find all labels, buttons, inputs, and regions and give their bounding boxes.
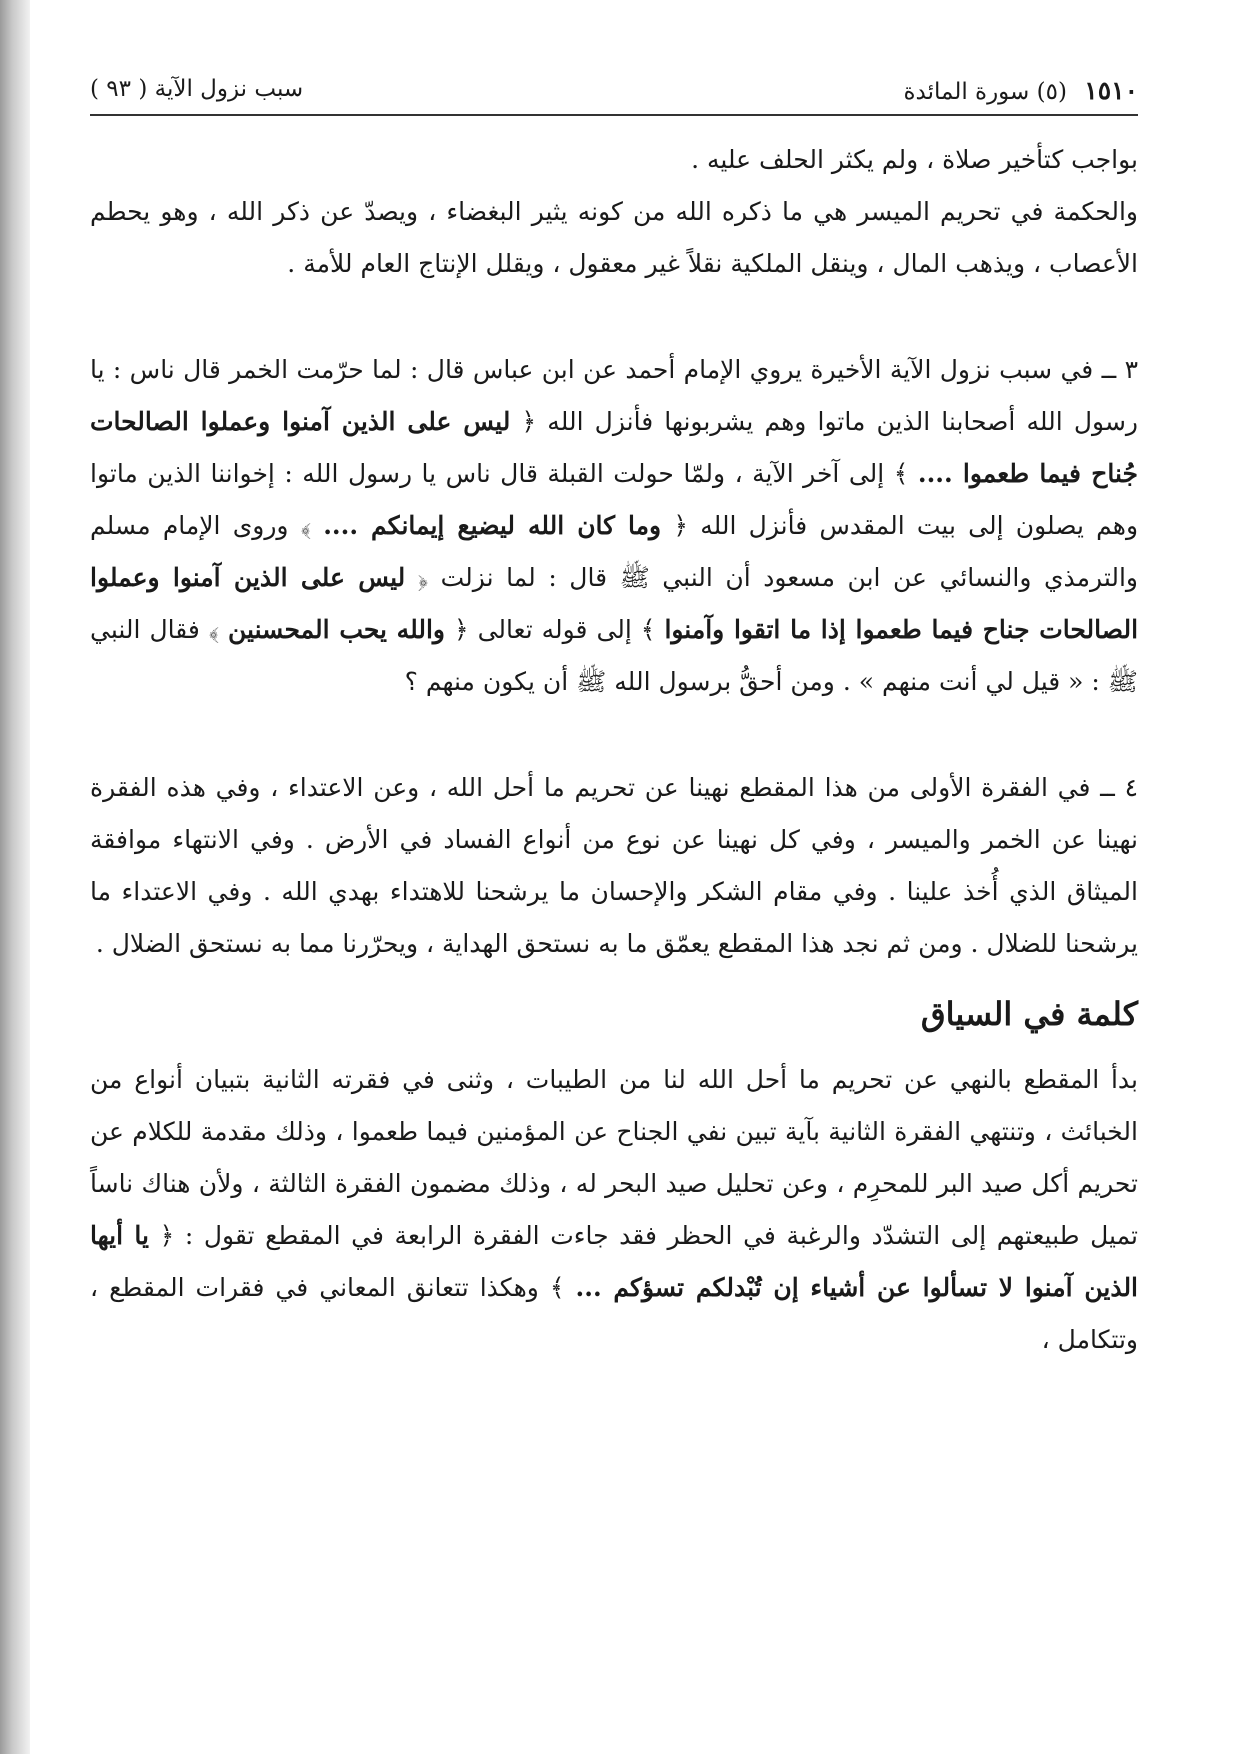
- surah-title: (٥) سورة المائدة: [903, 79, 1067, 105]
- body-text: [90, 134, 1138, 1366]
- scan-shadow-edge: [0, 0, 30, 1754]
- p3-text-e: ﴾ وروى الإمام مسلم والترمذي والنسائي عن ابن مسعود أن النبي ﷺ قال : لما نزلت ﴿: [90, 511, 1138, 592]
- p5-text-a: بدأ المقطع بالنهي عن تحريم ما أحل الله لنا من الطيبات ، وثنى في فقرته الثانية بتبيان أنواع من الخبائث ، وتنتهي الفقرة الثانية بآية تبين نفي الجناح عن المؤمنين فيما طعموا ، وذلك مقدمة للكلام عن تحريم أكل صيد البر للمحرِم ، وعن تحليل صيد البحر له ، وذلك مضمون الفقرة الثالثة ، ولأن هناك ناساً تميل طبيعتهم إلى التشدّد والرغبة في الحظر فقد جاءت الفقرة الرابعة في المقطع تقول : ﴿: [90, 1065, 1138, 1250]
- p5-text-c: ﴾ وهكذا تتعانق المعاني في فقرات المقطع ، وتتكامل ،: [90, 1273, 1138, 1354]
- p3-quran-4: والله يحب المحسنين: [228, 615, 445, 644]
- topic-title: سبب نزول الآية ( ٩٣ ): [90, 76, 304, 102]
- p3-text-a: ٣ ــ في سبب نزول الآية الأخيرة يروي الإمام أحمد عن ابن عباس قال : لما حرّمت الخمر قال ناس : يا رسول الله أصحابنا الذين ماتوا وهم يشربونها فأنزل الله ﴿: [90, 355, 1138, 436]
- p5-quran-1: يا أيها الذين آمنوا لا تسألوا عن أشياء إن تُبْدلكم تسؤكم ...: [90, 1221, 1139, 1302]
- p3-quran-3: ليس على الذين آمنوا وعملوا الصالحات جناح فيما طعموا إذا ما اتقوا وآمنوا: [90, 563, 1139, 644]
- paragraph-3: [90, 344, 1138, 708]
- header-right: [903, 76, 1138, 105]
- p3-text-g: ﴾ إلى قوله تعالى ﴿: [453, 615, 656, 644]
- section-heading: كلمة في السياق: [920, 995, 1138, 1033]
- p3-quran-2: وما كان الله ليضيع إيمانكم ....: [323, 511, 662, 540]
- page-number: ١٥١٠: [1084, 76, 1138, 105]
- paragraph-5: [90, 1054, 1138, 1366]
- book-page: [90, 70, 1138, 1730]
- p3-text-i: ﴾ فقال النبي ﷺ : « قيل لي أنت منهم » . ومن أحقُّ برسول الله ﷺ أن يكون منهم ؟: [90, 615, 1138, 696]
- paragraph-2: والحكمة في تحريم الميسر هي ما ذكره الله من كونه يثير البغضاء ، ويصدّ عن ذكر الله ، وهو يحطم الأعصاب ، ويذهب المال ، وينقل الملكية نقلاً غير معقول ، ويقلل الإنتاج العام للأمة .: [90, 197, 1138, 278]
- p3-text-c: ﴾ إلى آخر الآية ، ولمّا حولت القبلة قال ناس يا رسول الله : إخواننا الذين ماتوا وهم يصلون إلى بيت المقدس فأنزل الله ﴿: [90, 459, 1139, 540]
- running-header: [90, 70, 1138, 116]
- p3-quran-1: ليس على الذين آمنوا وعملوا الصالحات جُناح فيما طعموا ....: [90, 407, 1138, 488]
- paragraph-4: ٤ ــ في الفقرة الأولى من هذا المقطع نهينا عن تحريم ما أحل الله ، وعن الاعتداء ، وفي هذه الفقرة نهينا عن الخمر والميسر ، وفي كل نهينا عن نوع من أنواع الفساد في الأرض . وفي الانتهاء موافقة الميثاق الذي أُخذ علينا . وفي مقام الشكر والإحسان ما يرشحنا للاهتداء بهدي الله . وفي الاعتداء ما يرشحنا للضلال . ومن ثم نجد هذا المقطع يعمّق ما به نستحق الهداية ، ويحرّرنا مما به نستحق الضلال .: [90, 773, 1138, 958]
- paragraph-1: بواجب كتأخير صلاة ، ولم يكثر الحلف عليه .: [691, 145, 1138, 174]
